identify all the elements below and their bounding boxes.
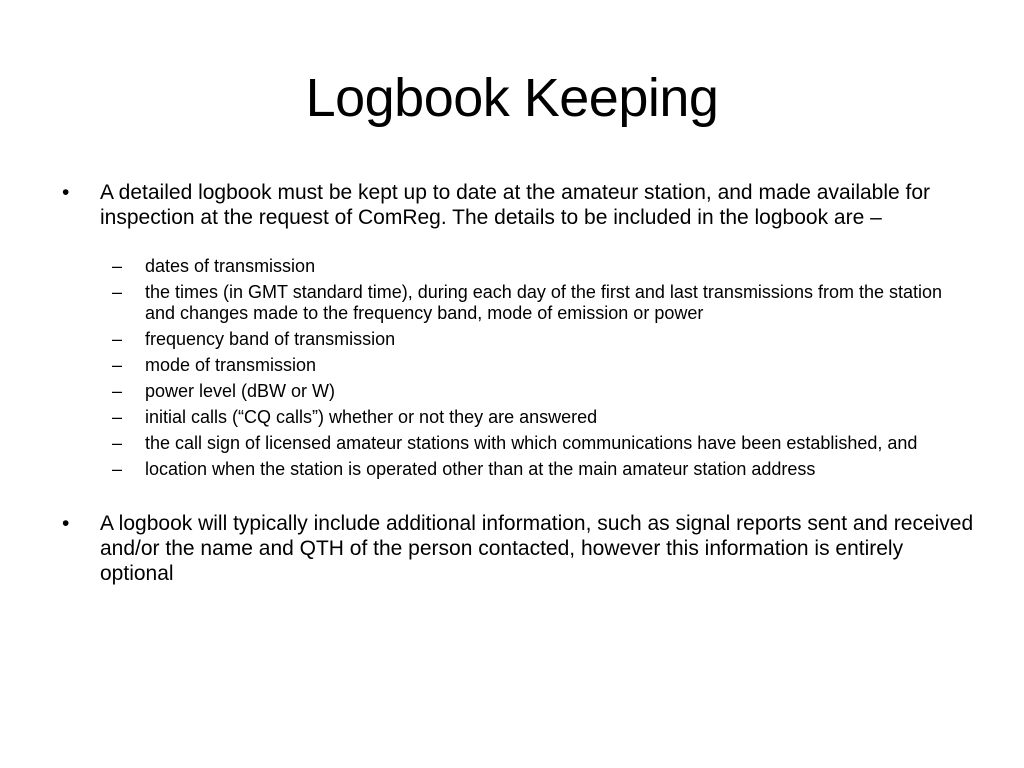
sub-item-text: mode of transmission (145, 355, 317, 375)
sub-item (56, 329, 976, 350)
sub-item-text: the times (in GMT standard time), during each day of the first and last transmissions from the station and changes made to the frequency band, mode of emission or power (145, 282, 943, 323)
sub-item (56, 433, 976, 454)
bullet-marker: • (62, 181, 70, 204)
bullet-marker: • (62, 512, 70, 535)
sub-item-text: initial calls (“CQ calls”) whether or not they are answered (145, 407, 598, 427)
sub-item-text: frequency band of transmission (145, 329, 396, 349)
dash-marker: – (112, 459, 123, 479)
dash-marker: – (112, 381, 123, 401)
sub-item-text: power level (dBW or W) (145, 381, 336, 401)
sub-item (56, 459, 976, 480)
sub-item (56, 381, 976, 402)
sub-item (56, 407, 976, 428)
slide-title: Logbook Keeping (305, 68, 719, 128)
sub-item-text: location when the station is operated other than at the main amateur station address (145, 459, 816, 479)
dash-marker: – (112, 329, 123, 349)
slide-content (56, 180, 976, 586)
sub-list (56, 256, 976, 480)
bullet-logbook-requirements (56, 180, 976, 230)
sub-item-text: the call sign of licensed amateur stations with which communications have been established, and (145, 433, 918, 453)
spacer (56, 485, 976, 511)
dash-marker: – (112, 355, 123, 375)
sub-item (56, 282, 976, 324)
sub-item (56, 256, 976, 277)
dash-marker: – (112, 256, 123, 276)
dash-marker: – (112, 282, 123, 302)
bullet-additional-information (56, 511, 976, 586)
bullet-text: A logbook will typically include additional information, such as signal reports sent and received and/or the name and QTH of the person contacted, however this information is entirely optional (100, 512, 974, 585)
sub-item-text: dates of transmission (145, 256, 316, 276)
dash-marker: – (112, 433, 123, 453)
bullet-text: A detailed logbook must be kept up to date at the amateur station, and made available for inspection at the request of ComReg. The details to be included in the logbook are – (100, 181, 931, 229)
sub-item (56, 355, 976, 376)
dash-marker: – (112, 407, 123, 427)
